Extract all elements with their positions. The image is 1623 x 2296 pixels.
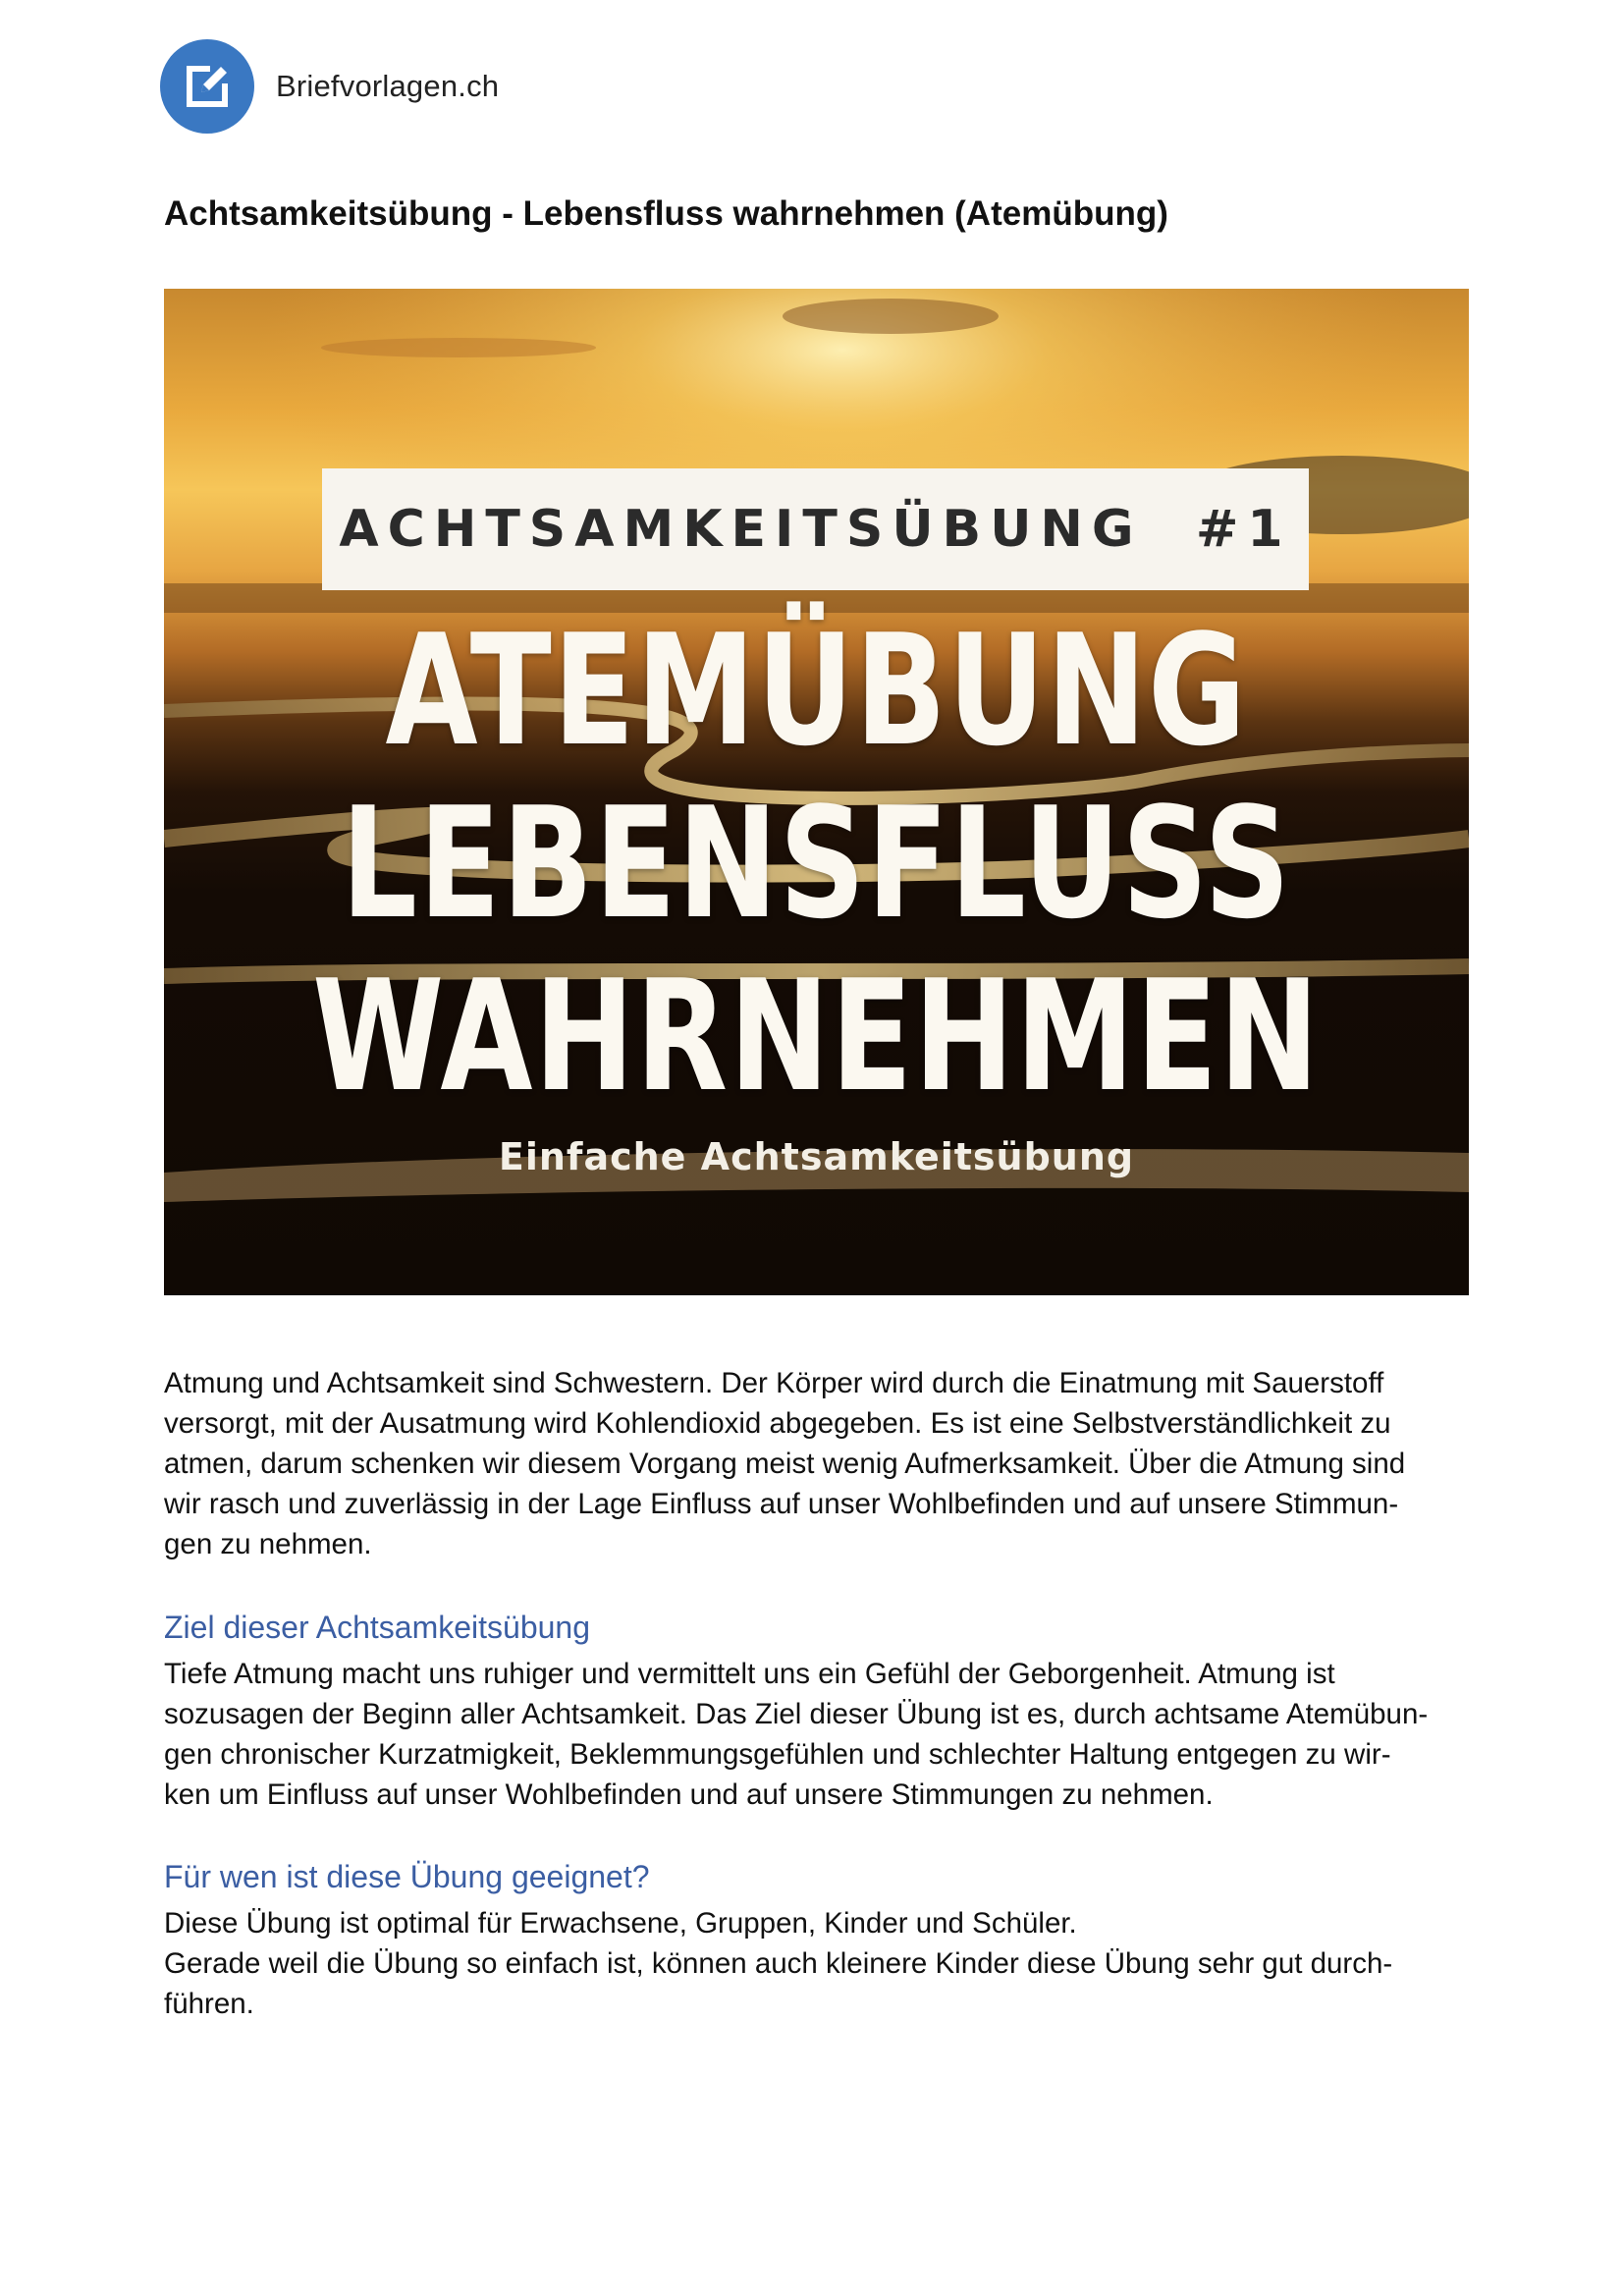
audience-paragraph [164,1903,1475,2024]
edit-square-icon [160,39,254,134]
hero-image [164,289,1469,1295]
brand-header[interactable] [160,39,499,134]
text-line: führen. [164,1988,254,2020]
document-title: Achtsamkeitsübung - Lebensfluss wahrnehmen (Atemübung) [164,194,1168,233]
goal-paragraph [164,1654,1475,1815]
text-line: atmen, darum schenken wir diesem Vorgang meist wenig Aufmerksamkeit. Über die Atmung sind [164,1448,1406,1480]
hero-subtitle: Einfache Achtsamkeitsübung [498,1135,1135,1178]
text-line: Tiefe Atmung macht uns ruhiger und vermittelt uns ein Gefühl der Geborgenheit. Atmung ist [164,1658,1335,1690]
text-line: gen chronischer Kurzatmigkeit, Beklemmungsgefühlen und schlechter Haltung entgegen zu wir- [164,1738,1391,1771]
brand-name: Briefvorlagen.ch [276,69,500,103]
hero-heading-line-2: LEBENSFLUSS [341,774,1292,953]
hero-heading-line-3: WAHRNEHMEN [312,947,1321,1125]
hero-heading-line-1: ATEMÜBUNG [385,601,1248,780]
text-line: Gerade weil die Übung so einfach ist, können auch kleinere Kinder diese Übung sehr gut durch- [164,1947,1393,1980]
text-line: sozusagen der Beginn aller Achtsamkeit. Das Ziel dieser Übung ist es, durch achtsame Atemübun- [164,1698,1429,1730]
text-line: gen zu nehmen. [164,1528,372,1560]
hero-banner-text: ACHTSAMKEITSÜBUNG #1 [339,500,1292,559]
section-heading-goal: Ziel dieser Achtsamkeitsübung [164,1610,590,1645]
text-line: Diese Übung ist optimal für Erwachsene, Gruppen, Kinder und Schüler. [164,1907,1077,1940]
text-line: ken um Einfluss auf unser Wohlbefinden und auf unsere Stimmungen zu nehmen. [164,1778,1214,1811]
text-line: wir rasch und zuverlässig in der Lage Einfluss auf unser Wohlbefinden und auf unsere Stimmun- [164,1488,1399,1520]
section-heading-audience: Für wen ist diese Übung geeignet? [164,1859,650,1894]
text-line: versorgt, mit der Ausatmung wird Kohlendioxid abgegeben. Es ist eine Selbstverständlichkeit zu [164,1407,1391,1440]
text-line: Atmung und Achtsamkeit sind Schwestern. Der Körper wird durch die Einatmung mit Sauerstoff [164,1367,1384,1399]
intro-paragraph [164,1363,1475,1564]
hero-banner [322,468,1309,590]
